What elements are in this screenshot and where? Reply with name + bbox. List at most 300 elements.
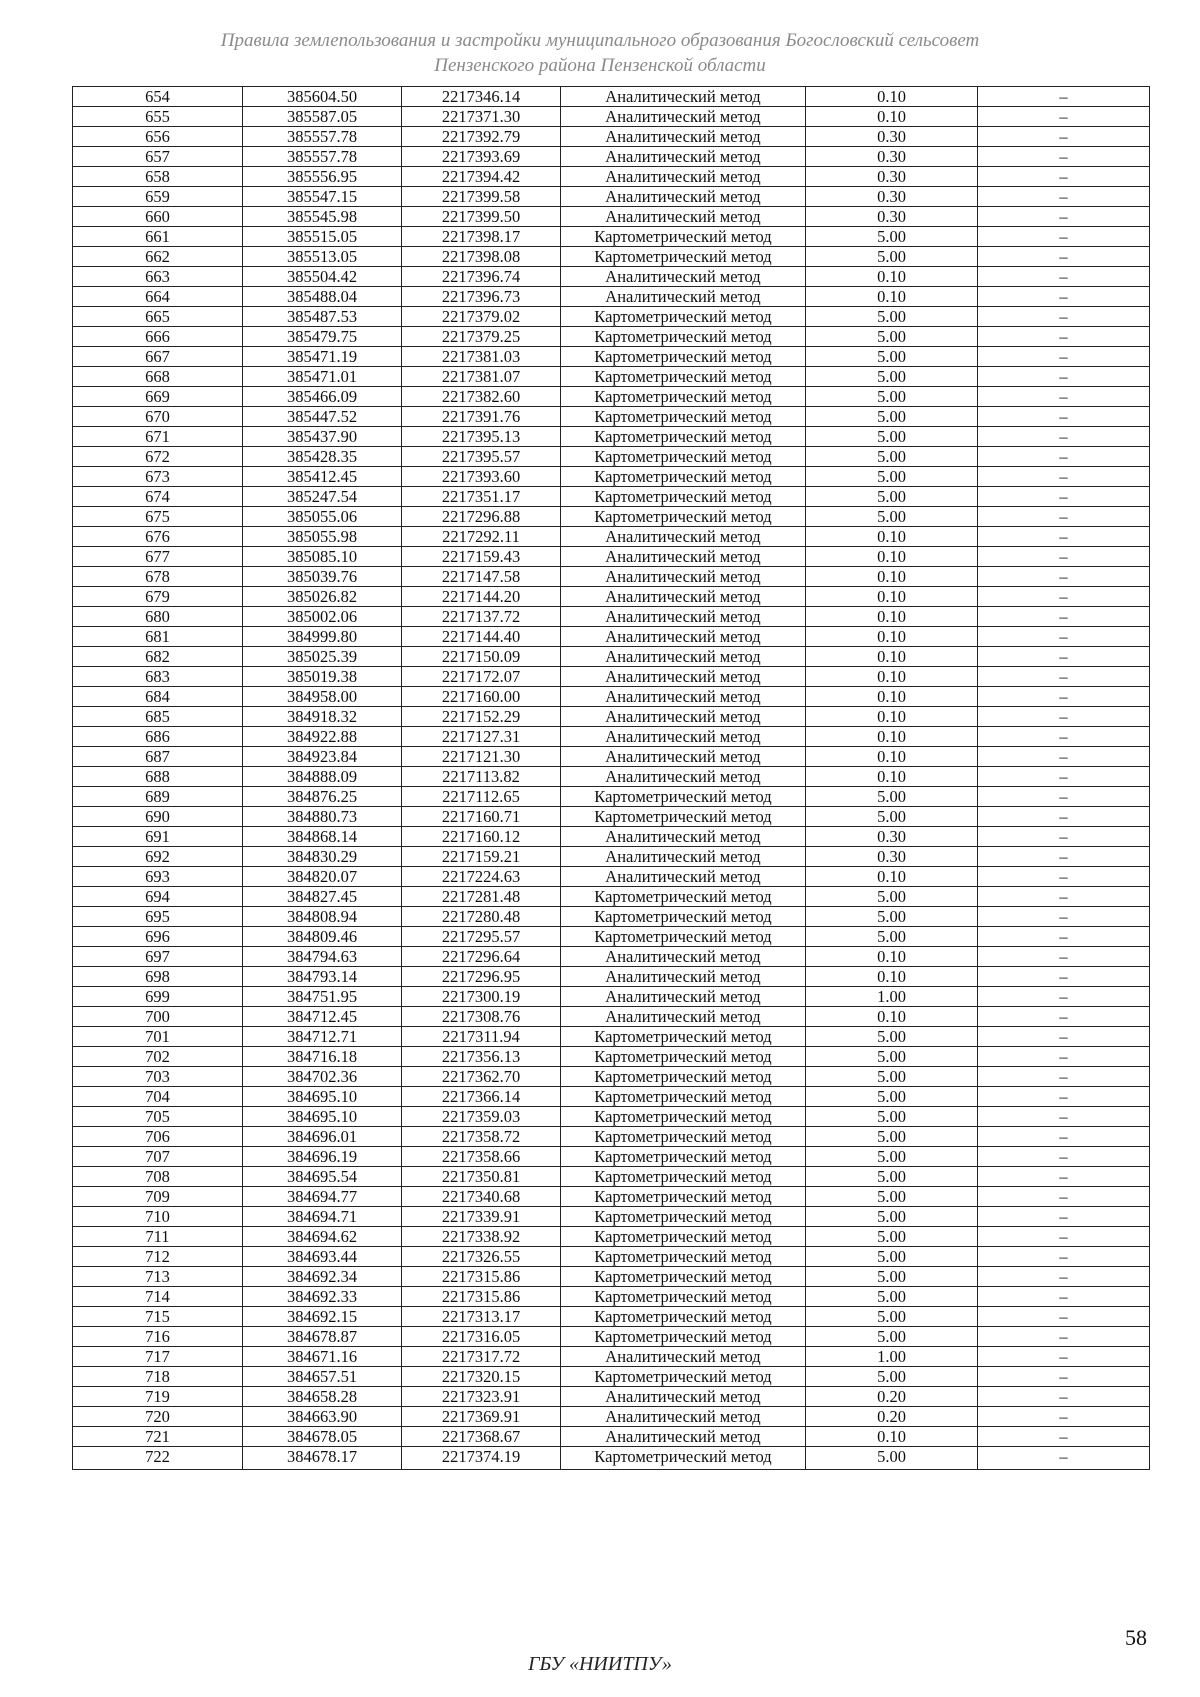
- description-cell: –: [978, 127, 1150, 147]
- method-cell: Аналитический метод: [561, 827, 806, 847]
- x-coordinate-cell: 385479.75: [243, 327, 402, 347]
- table-row: [73, 507, 1150, 527]
- point-number-cell: 654: [73, 87, 243, 107]
- accuracy-cell: 0.10: [806, 567, 978, 587]
- point-number-cell: 705: [73, 1107, 243, 1127]
- y-coordinate-cell: 2217160.71: [402, 807, 561, 827]
- description-cell: –: [978, 247, 1150, 267]
- accuracy-cell: 0.10: [806, 1427, 978, 1447]
- method-cell: Картометрический метод: [561, 1327, 806, 1347]
- accuracy-cell: 5.00: [806, 487, 978, 507]
- method-cell: Картометрический метод: [561, 427, 806, 447]
- page-header: [0, 28, 1200, 78]
- x-coordinate-cell: 385556.95: [243, 167, 402, 187]
- point-number-cell: 684: [73, 687, 243, 707]
- x-coordinate-cell: 384751.95: [243, 987, 402, 1007]
- accuracy-cell: 5.00: [806, 227, 978, 247]
- table-row: [73, 107, 1150, 127]
- table-row: [73, 567, 1150, 587]
- accuracy-cell: 5.00: [806, 807, 978, 827]
- table-row: [73, 367, 1150, 387]
- table-row: [73, 1447, 1150, 1470]
- y-coordinate-cell: 2217395.57: [402, 447, 561, 467]
- x-coordinate-cell: 384663.90: [243, 1407, 402, 1427]
- description-cell: –: [978, 1107, 1150, 1127]
- description-cell: –: [978, 307, 1150, 327]
- accuracy-cell: 0.10: [806, 627, 978, 647]
- point-number-cell: 674: [73, 487, 243, 507]
- x-coordinate-cell: 385055.98: [243, 527, 402, 547]
- y-coordinate-cell: 2217295.57: [402, 927, 561, 947]
- table-row: [73, 1187, 1150, 1207]
- description-cell: –: [978, 627, 1150, 647]
- x-coordinate-cell: 384693.44: [243, 1247, 402, 1267]
- description-cell: –: [978, 447, 1150, 467]
- point-number-cell: 697: [73, 947, 243, 967]
- accuracy-cell: 5.00: [806, 1267, 978, 1287]
- method-cell: Аналитический метод: [561, 1347, 806, 1367]
- table-row: [73, 907, 1150, 927]
- point-number-cell: 710: [73, 1207, 243, 1227]
- table-row: [73, 527, 1150, 547]
- description-cell: –: [978, 707, 1150, 727]
- y-coordinate-cell: 2217381.03: [402, 347, 561, 367]
- x-coordinate-cell: 384958.00: [243, 687, 402, 707]
- method-cell: Аналитический метод: [561, 867, 806, 887]
- x-coordinate-cell: 385085.10: [243, 547, 402, 567]
- x-coordinate-cell: 384692.33: [243, 1287, 402, 1307]
- table-row: [73, 1407, 1150, 1427]
- x-coordinate-cell: 385504.42: [243, 267, 402, 287]
- description-cell: –: [978, 1327, 1150, 1347]
- point-number-cell: 668: [73, 367, 243, 387]
- x-coordinate-cell: 384695.10: [243, 1087, 402, 1107]
- point-number-cell: 718: [73, 1367, 243, 1387]
- y-coordinate-cell: 2217224.63: [402, 867, 561, 887]
- y-coordinate-cell: 2217159.21: [402, 847, 561, 867]
- table-row: [73, 407, 1150, 427]
- method-cell: Картометрический метод: [561, 927, 806, 947]
- point-number-cell: 702: [73, 1047, 243, 1067]
- table-row: [73, 967, 1150, 987]
- accuracy-cell: 0.10: [806, 87, 978, 107]
- table-row: [73, 767, 1150, 787]
- x-coordinate-cell: 385471.01: [243, 367, 402, 387]
- point-number-cell: 657: [73, 147, 243, 167]
- description-cell: –: [978, 567, 1150, 587]
- y-coordinate-cell: 2217379.02: [402, 307, 561, 327]
- accuracy-cell: 0.30: [806, 187, 978, 207]
- header-line-1: Правила землепользования и застройки муниципального образования Богословский сельсовет: [220, 30, 980, 51]
- description-cell: –: [978, 1147, 1150, 1167]
- method-cell: Картометрический метод: [561, 1027, 806, 1047]
- method-cell: Аналитический метод: [561, 147, 806, 167]
- method-cell: Картометрический метод: [561, 1147, 806, 1167]
- table-row: [73, 667, 1150, 687]
- description-cell: –: [978, 727, 1150, 747]
- method-cell: Аналитический метод: [561, 187, 806, 207]
- description-cell: –: [978, 1447, 1150, 1470]
- point-number-cell: 671: [73, 427, 243, 447]
- y-coordinate-cell: 2217292.11: [402, 527, 561, 547]
- x-coordinate-cell: 385466.09: [243, 387, 402, 407]
- accuracy-cell: 5.00: [806, 1127, 978, 1147]
- point-number-cell: 690: [73, 807, 243, 827]
- x-coordinate-cell: 384678.05: [243, 1427, 402, 1447]
- point-number-cell: 661: [73, 227, 243, 247]
- y-coordinate-cell: 2217381.07: [402, 367, 561, 387]
- table-row: [73, 707, 1150, 727]
- table-row: [73, 787, 1150, 807]
- table-row: [73, 1247, 1150, 1267]
- y-coordinate-cell: 2217152.29: [402, 707, 561, 727]
- description-cell: –: [978, 587, 1150, 607]
- table-row: [73, 1167, 1150, 1187]
- accuracy-cell: 5.00: [806, 327, 978, 347]
- description-cell: –: [978, 1367, 1150, 1387]
- method-cell: Картометрический метод: [561, 1447, 806, 1470]
- method-cell: Картометрический метод: [561, 1087, 806, 1107]
- description-cell: –: [978, 1087, 1150, 1107]
- description-cell: –: [978, 1047, 1150, 1067]
- table-row: [73, 167, 1150, 187]
- method-cell: Картометрический метод: [561, 887, 806, 907]
- x-coordinate-cell: 385019.38: [243, 667, 402, 687]
- method-cell: Аналитический метод: [561, 687, 806, 707]
- accuracy-cell: 5.00: [806, 1147, 978, 1167]
- point-number-cell: 687: [73, 747, 243, 767]
- accuracy-cell: 5.00: [806, 1187, 978, 1207]
- accuracy-cell: 5.00: [806, 347, 978, 367]
- accuracy-cell: 5.00: [806, 1447, 978, 1470]
- x-coordinate-cell: 384880.73: [243, 807, 402, 827]
- point-number-cell: 698: [73, 967, 243, 987]
- x-coordinate-cell: 384868.14: [243, 827, 402, 847]
- point-number-cell: 659: [73, 187, 243, 207]
- method-cell: Картометрический метод: [561, 387, 806, 407]
- table-row: [73, 147, 1150, 167]
- method-cell: Картометрический метод: [561, 1107, 806, 1127]
- method-cell: Аналитический метод: [561, 767, 806, 787]
- method-cell: Картометрический метод: [561, 1067, 806, 1087]
- description-cell: –: [978, 547, 1150, 567]
- y-coordinate-cell: 2217313.17: [402, 1307, 561, 1327]
- y-coordinate-cell: 2217399.58: [402, 187, 561, 207]
- x-coordinate-cell: 384876.25: [243, 787, 402, 807]
- description-cell: –: [978, 1027, 1150, 1047]
- table-row: [73, 87, 1150, 107]
- x-coordinate-cell: 384658.28: [243, 1387, 402, 1407]
- y-coordinate-cell: 2217113.82: [402, 767, 561, 787]
- x-coordinate-cell: 384922.88: [243, 727, 402, 747]
- x-coordinate-cell: 385604.50: [243, 87, 402, 107]
- x-coordinate-cell: 384694.71: [243, 1207, 402, 1227]
- table-row: [73, 847, 1150, 867]
- table-row: [73, 187, 1150, 207]
- point-number-cell: 665: [73, 307, 243, 327]
- table-row: [73, 327, 1150, 347]
- x-coordinate-cell: 384657.51: [243, 1367, 402, 1387]
- point-number-cell: 675: [73, 507, 243, 527]
- description-cell: –: [978, 1287, 1150, 1307]
- description-cell: –: [978, 1387, 1150, 1407]
- accuracy-cell: 0.10: [806, 727, 978, 747]
- point-number-cell: 717: [73, 1347, 243, 1367]
- y-coordinate-cell: 2217362.70: [402, 1067, 561, 1087]
- point-number-cell: 712: [73, 1247, 243, 1267]
- accuracy-cell: 5.00: [806, 1107, 978, 1127]
- description-cell: –: [978, 327, 1150, 347]
- table-row: [73, 587, 1150, 607]
- x-coordinate-cell: 384888.09: [243, 767, 402, 787]
- table-row: [73, 1027, 1150, 1047]
- accuracy-cell: 5.00: [806, 407, 978, 427]
- accuracy-cell: 0.10: [806, 647, 978, 667]
- method-cell: Картометрический метод: [561, 787, 806, 807]
- x-coordinate-cell: 384794.63: [243, 947, 402, 967]
- y-coordinate-cell: 2217356.13: [402, 1047, 561, 1067]
- method-cell: Аналитический метод: [561, 627, 806, 647]
- point-number-cell: 662: [73, 247, 243, 267]
- description-cell: –: [978, 647, 1150, 667]
- x-coordinate-cell: 384695.10: [243, 1107, 402, 1127]
- point-number-cell: 666: [73, 327, 243, 347]
- accuracy-cell: 5.00: [806, 447, 978, 467]
- point-number-cell: 696: [73, 927, 243, 947]
- point-number-cell: 658: [73, 167, 243, 187]
- table-row: [73, 1147, 1150, 1167]
- point-number-cell: 695: [73, 907, 243, 927]
- method-cell: Картометрический метод: [561, 1207, 806, 1227]
- accuracy-cell: 0.30: [806, 127, 978, 147]
- y-coordinate-cell: 2217339.91: [402, 1207, 561, 1227]
- page-footer: ГБУ «НИИТПУ»: [528, 1653, 672, 1675]
- x-coordinate-cell: 385587.05: [243, 107, 402, 127]
- point-number-cell: 670: [73, 407, 243, 427]
- header-line-2: Пензенского района Пензенской области: [434, 55, 766, 76]
- point-number-cell: 683: [73, 667, 243, 687]
- y-coordinate-cell: 2217340.68: [402, 1187, 561, 1207]
- table-row: [73, 1227, 1150, 1247]
- point-number-cell: 706: [73, 1127, 243, 1147]
- description-cell: –: [978, 167, 1150, 187]
- x-coordinate-cell: 384999.80: [243, 627, 402, 647]
- method-cell: Аналитический метод: [561, 567, 806, 587]
- table-row: [73, 1107, 1150, 1127]
- y-coordinate-cell: 2217351.17: [402, 487, 561, 507]
- description-cell: –: [978, 1247, 1150, 1267]
- method-cell: Картометрический метод: [561, 407, 806, 427]
- y-coordinate-cell: 2217398.08: [402, 247, 561, 267]
- description-cell: –: [978, 687, 1150, 707]
- table-row: [73, 1067, 1150, 1087]
- y-coordinate-cell: 2217112.65: [402, 787, 561, 807]
- x-coordinate-cell: 384793.14: [243, 967, 402, 987]
- description-cell: –: [978, 467, 1150, 487]
- description-cell: –: [978, 1267, 1150, 1287]
- point-number-cell: 676: [73, 527, 243, 547]
- accuracy-cell: 0.10: [806, 747, 978, 767]
- description-cell: –: [978, 867, 1150, 887]
- accuracy-cell: 0.10: [806, 287, 978, 307]
- method-cell: Аналитический метод: [561, 947, 806, 967]
- table-row: [73, 1327, 1150, 1347]
- x-coordinate-cell: 385545.98: [243, 207, 402, 227]
- method-cell: Картометрический метод: [561, 1267, 806, 1287]
- accuracy-cell: 0.10: [806, 667, 978, 687]
- method-cell: Аналитический метод: [561, 107, 806, 127]
- y-coordinate-cell: 2217369.91: [402, 1407, 561, 1427]
- method-cell: Картометрический метод: [561, 1367, 806, 1387]
- accuracy-cell: 5.00: [806, 507, 978, 527]
- method-cell: Картометрический метод: [561, 467, 806, 487]
- description-cell: –: [978, 1067, 1150, 1087]
- method-cell: Аналитический метод: [561, 847, 806, 867]
- description-cell: –: [978, 1207, 1150, 1227]
- description-cell: –: [978, 1307, 1150, 1327]
- description-cell: –: [978, 427, 1150, 447]
- y-coordinate-cell: 2217281.48: [402, 887, 561, 907]
- x-coordinate-cell: 385055.06: [243, 507, 402, 527]
- table-row: [73, 867, 1150, 887]
- method-cell: Аналитический метод: [561, 287, 806, 307]
- table-row: [73, 307, 1150, 327]
- accuracy-cell: 0.30: [806, 827, 978, 847]
- table-row: [73, 687, 1150, 707]
- method-cell: Картометрический метод: [561, 347, 806, 367]
- point-number-cell: 673: [73, 467, 243, 487]
- x-coordinate-cell: 384694.62: [243, 1227, 402, 1247]
- x-coordinate-cell: 385025.39: [243, 647, 402, 667]
- x-coordinate-cell: 385447.52: [243, 407, 402, 427]
- accuracy-cell: 0.10: [806, 267, 978, 287]
- y-coordinate-cell: 2217359.03: [402, 1107, 561, 1127]
- point-number-cell: 719: [73, 1387, 243, 1407]
- page-number: 58: [1125, 1625, 1147, 1650]
- point-number-cell: 686: [73, 727, 243, 747]
- description-cell: –: [978, 1407, 1150, 1427]
- x-coordinate-cell: 385487.53: [243, 307, 402, 327]
- description-cell: –: [978, 847, 1150, 867]
- accuracy-cell: 5.00: [806, 927, 978, 947]
- table-row: [73, 727, 1150, 747]
- description-cell: –: [978, 527, 1150, 547]
- y-coordinate-cell: 2217374.19: [402, 1447, 561, 1470]
- method-cell: Картометрический метод: [561, 307, 806, 327]
- method-cell: Картометрический метод: [561, 1247, 806, 1267]
- accuracy-cell: 0.20: [806, 1387, 978, 1407]
- method-cell: Картометрический метод: [561, 1167, 806, 1187]
- method-cell: Аналитический метод: [561, 1427, 806, 1447]
- table-row: [73, 747, 1150, 767]
- table-row: [73, 827, 1150, 847]
- accuracy-cell: 5.00: [806, 427, 978, 447]
- point-number-cell: 703: [73, 1067, 243, 1087]
- accuracy-cell: 0.10: [806, 707, 978, 727]
- table-row: [73, 467, 1150, 487]
- method-cell: Аналитический метод: [561, 167, 806, 187]
- y-coordinate-cell: 2217326.55: [402, 1247, 561, 1267]
- x-coordinate-cell: 384695.54: [243, 1167, 402, 1187]
- method-cell: Аналитический метод: [561, 527, 806, 547]
- x-coordinate-cell: 384692.34: [243, 1267, 402, 1287]
- method-cell: Аналитический метод: [561, 727, 806, 747]
- y-coordinate-cell: 2217160.00: [402, 687, 561, 707]
- accuracy-cell: 0.10: [806, 1007, 978, 1027]
- point-number-cell: 688: [73, 767, 243, 787]
- accuracy-cell: 5.00: [806, 1367, 978, 1387]
- accuracy-cell: 0.20: [806, 1407, 978, 1427]
- x-coordinate-cell: 384830.29: [243, 847, 402, 867]
- method-cell: Картометрический метод: [561, 447, 806, 467]
- method-cell: Картометрический метод: [561, 1307, 806, 1327]
- accuracy-cell: 5.00: [806, 1207, 978, 1227]
- method-cell: Аналитический метод: [561, 127, 806, 147]
- y-coordinate-cell: 2217144.20: [402, 587, 561, 607]
- point-number-cell: 678: [73, 567, 243, 587]
- y-coordinate-cell: 2217320.15: [402, 1367, 561, 1387]
- y-coordinate-cell: 2217398.17: [402, 227, 561, 247]
- y-coordinate-cell: 2217382.60: [402, 387, 561, 407]
- method-cell: Аналитический метод: [561, 747, 806, 767]
- description-cell: –: [978, 887, 1150, 907]
- description-cell: –: [978, 827, 1150, 847]
- table-row: [73, 447, 1150, 467]
- point-number-cell: 685: [73, 707, 243, 727]
- table-row: [73, 1367, 1150, 1387]
- table-row: [73, 887, 1150, 907]
- point-number-cell: 713: [73, 1267, 243, 1287]
- table-row: [73, 207, 1150, 227]
- table-row: [73, 267, 1150, 287]
- accuracy-cell: 0.30: [806, 167, 978, 187]
- accuracy-cell: 1.00: [806, 1347, 978, 1367]
- method-cell: Картометрический метод: [561, 327, 806, 347]
- y-coordinate-cell: 2217391.76: [402, 407, 561, 427]
- x-coordinate-cell: 384808.94: [243, 907, 402, 927]
- accuracy-cell: 5.00: [806, 787, 978, 807]
- accuracy-cell: 5.00: [806, 1027, 978, 1047]
- description-cell: –: [978, 407, 1150, 427]
- accuracy-cell: 0.10: [806, 767, 978, 787]
- point-number-cell: 681: [73, 627, 243, 647]
- accuracy-cell: 5.00: [806, 387, 978, 407]
- x-coordinate-cell: 385547.15: [243, 187, 402, 207]
- point-number-cell: 679: [73, 587, 243, 607]
- x-coordinate-cell: 384809.46: [243, 927, 402, 947]
- method-cell: Картометрический метод: [561, 1187, 806, 1207]
- point-number-cell: 680: [73, 607, 243, 627]
- x-coordinate-cell: 385247.54: [243, 487, 402, 507]
- accuracy-cell: 5.00: [806, 307, 978, 327]
- table-row: [73, 1007, 1150, 1027]
- description-cell: –: [978, 667, 1150, 687]
- description-cell: –: [978, 767, 1150, 787]
- x-coordinate-cell: 384696.19: [243, 1147, 402, 1167]
- accuracy-cell: 5.00: [806, 467, 978, 487]
- accuracy-cell: 5.00: [806, 1247, 978, 1267]
- x-coordinate-cell: 384696.01: [243, 1127, 402, 1147]
- accuracy-cell: 0.10: [806, 587, 978, 607]
- y-coordinate-cell: 2217392.79: [402, 127, 561, 147]
- point-number-cell: 660: [73, 207, 243, 227]
- y-coordinate-cell: 2217160.12: [402, 827, 561, 847]
- description-cell: –: [978, 267, 1150, 287]
- description-cell: –: [978, 1127, 1150, 1147]
- y-coordinate-cell: 2217346.14: [402, 87, 561, 107]
- table-row: [73, 487, 1150, 507]
- y-coordinate-cell: 2217316.05: [402, 1327, 561, 1347]
